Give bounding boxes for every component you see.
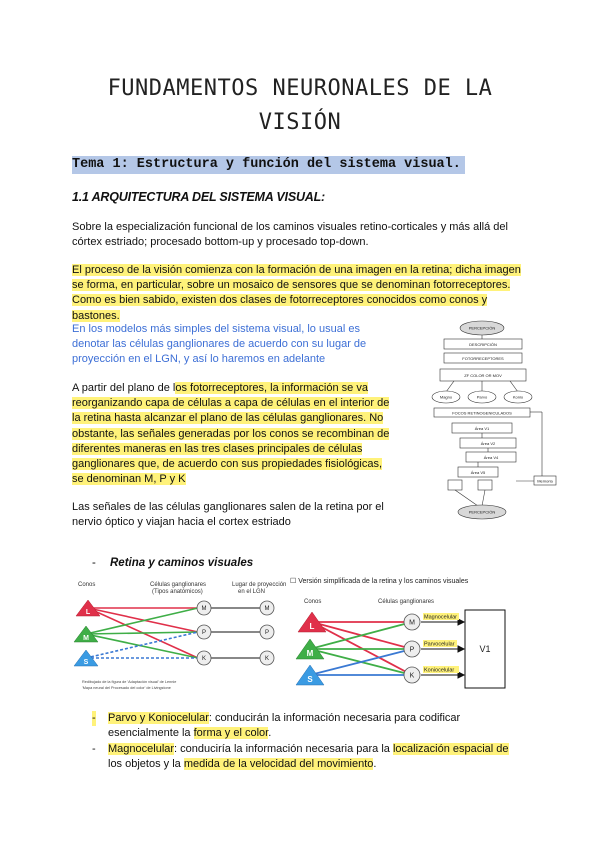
figure-subheading: Retina y caminos visuales <box>110 557 254 569</box>
fig-right-cone-M: M <box>306 649 314 658</box>
fig-left-gang2: (Tipos anatómicos) <box>152 589 203 595</box>
flow-bottom-node: PERCEPCIÓN <box>468 509 496 515</box>
fig-left-lgn-2: P <box>264 630 270 636</box>
fig-left-gang: Células ganglionares <box>150 582 207 588</box>
fig-left-conos: Conos <box>78 582 96 588</box>
fig-right-cone-S: S <box>307 675 313 684</box>
flow-v2: Área V2 <box>480 441 496 446</box>
processing-flow-diagram <box>418 318 558 526</box>
flow-box-2: FOTORRECEPTORES <box>462 356 504 361</box>
fig-left-caption-1: Redibujado de la figura de 'Adaptación visual' de Lennie <box>82 680 177 684</box>
bullet-dash-2: - <box>92 743 96 755</box>
document-title-line1: FUNDAMENTOS NEURONALES DE LA <box>107 76 493 101</box>
fig-left-caption-2: 'Mapa neural del Procesado del color' de Livingstone <box>82 686 171 690</box>
bullet-parvo-konio: - Parvo y Koniocelular: conducirán la información necesaria para codificar esencialmente la forma y el color. <box>92 712 461 740</box>
fig-left-cone-L: L <box>85 609 91 616</box>
fig-right-caption: ☐ Versión simplificada de la retina y los caminos visuales <box>290 578 469 585</box>
fig-right-label-konio: Koniocelular <box>424 667 455 674</box>
document-title-line2: VISIÓN <box>258 110 342 135</box>
flow-side: Memoria <box>537 478 553 484</box>
fig-right-gang: Células ganglionares <box>378 599 435 605</box>
fig-right-ganglion-1: M <box>409 619 415 627</box>
fig-left-cone-M: M <box>83 635 89 642</box>
flow-box-1: DESCRIPCIÓN <box>469 342 497 347</box>
highlighted-paragraph: El proceso de la visión comienza con la formación de una imagen en la retina; dicha imagen se forma, en particular, sobre un mosaico de sensores que se denominan fotorreceptores. Como es bien sabido, existen dos clases de fotorreceptores conocidos como conos y bastones. <box>72 264 521 322</box>
flow-box-3: FOCOS RETINOGENICULADOS <box>452 410 512 416</box>
fig-right-v1: V1 <box>479 644 491 654</box>
fig-right-ganglion-3: K <box>409 672 415 680</box>
flow-v1: Área V1 <box>474 426 490 431</box>
bullet-magno: - Magnocelular: conduciría la información necesaria para la localización espacial de los objetos y la medida de la velocidad del movimiento. <box>92 743 509 771</box>
flow-oval-2: Parvo <box>476 394 488 400</box>
fig-left-lgn: Lugar de proyección <box>232 582 287 588</box>
fig-left-ganglion-1: M <box>201 606 207 612</box>
intro-paragraph: Sobre la especialización funcional de los caminos visuales retino-corticales y más allá del córtex estriado; procesado bottom-up y procesado top-down. <box>72 221 508 249</box>
fig-right-conos: Conos <box>304 599 322 605</box>
topic-heading: Tema 1: Estructura y función del sistema visual. <box>72 156 465 174</box>
flow-v4: Área V4 <box>483 455 499 460</box>
blue-paragraph: En los modelos más simples del sistema visual, lo usual es denotar las células ganglionares de acuerdo con su lugar de proyección en el LGN, y así lo haremos en adelante <box>72 323 367 366</box>
fig-left-lgn-1: M <box>264 606 270 612</box>
flow-oval-1: Magno <box>439 394 453 400</box>
flow-row: ZF COLOR OR MOV <box>464 373 502 378</box>
fig-right-label-parvo: Parvocelular <box>424 641 455 648</box>
optic-nerve-paragraph: Las señales de las células ganglionares salen de la retina por el nervio óptico y viajan hacia el cortex estriado <box>72 501 384 529</box>
dash-marker: - <box>92 557 96 569</box>
retina-pathways-figure <box>72 574 290 696</box>
section-heading: 1.1 ARQUITECTURA DEL SISTEMA VISUAL: <box>72 190 326 204</box>
photoreceptor-paragraph: A partir del plano de los fotorreceptores, la información se va reorganizando capa de células a capa de células en el interior de la retina hasta alcanzar el plano de las células ganglionares. No obstante, las señales generadas por los conos se recombinan de diferentes maneras en las tres clases principales de células ganglionares que, de acuerdo con sus propiedades fisiológicas, se denominan M, P y K <box>72 382 390 486</box>
flow-top-node: PERCEPCIÓN <box>468 325 496 331</box>
fig-left-cone-S: S <box>83 659 89 666</box>
flow-oval-3: Konio <box>512 394 524 400</box>
flow-v5: Área V5 <box>470 470 486 475</box>
simplified-retina-figure <box>290 574 520 696</box>
fig-left-lgn2: en el LGN <box>238 589 266 595</box>
fig-left-ganglion-2: P <box>201 630 207 636</box>
bullet-dash-1: - <box>92 711 96 726</box>
fig-right-cone-L: L <box>309 622 315 631</box>
fig-right-ganglion-2: P <box>409 646 415 654</box>
fig-left-lgn-3: K <box>264 656 270 662</box>
fig-left-ganglion-3: K <box>201 656 207 662</box>
fig-right-label-magno: Magnocelular <box>424 614 458 621</box>
